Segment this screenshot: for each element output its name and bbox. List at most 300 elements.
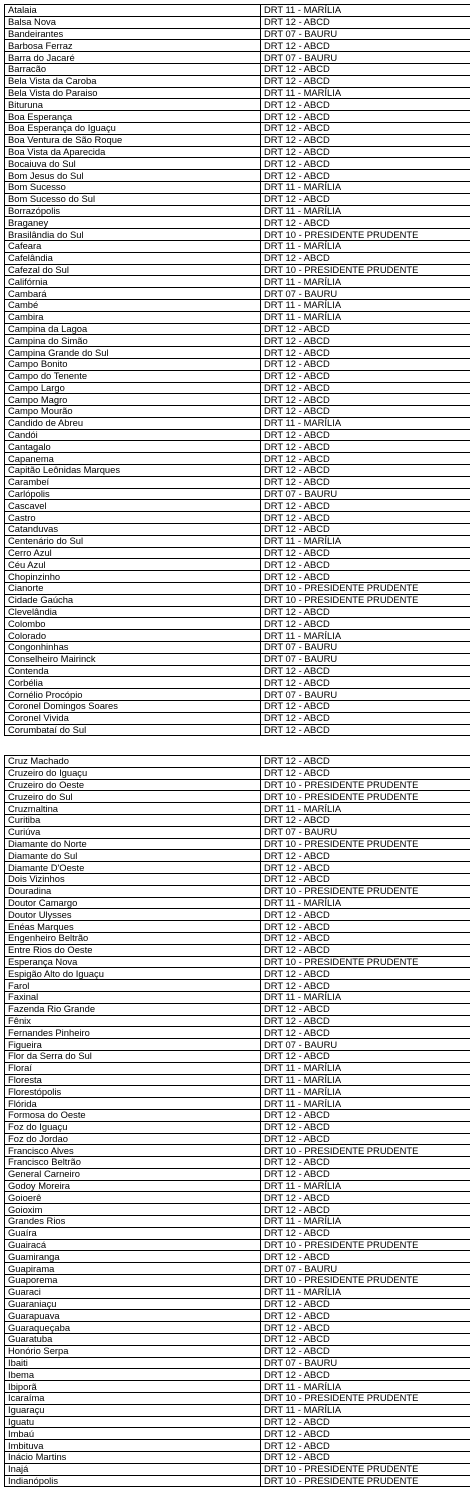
table-row: [5, 1109, 470, 1121]
drt-region-cell: DRT 12 - ABCD: [261, 1369, 470, 1381]
municipality-cell: Formosa do Oeste: [5, 1109, 261, 1121]
drt-region-cell: DRT 12 - ABCD: [261, 40, 470, 52]
table-row: [5, 476, 470, 488]
table-row: [5, 594, 470, 606]
drt-region-cell: DRT 12 - ABCD: [261, 1157, 470, 1169]
municipality-cell: Califórnia: [5, 276, 261, 288]
drt-region-cell: DRT 12 - ABCD: [261, 441, 470, 453]
municipality-cell: Faxinal: [5, 991, 261, 1003]
drt-region-cell: DRT 12 - ABCD: [261, 370, 470, 382]
table-row: [5, 441, 470, 453]
municipality-cell: Guaratuba: [5, 1334, 261, 1346]
municipality-cell: Imbituva: [5, 1440, 261, 1452]
drt-region-cell: DRT 12 - ABCD: [261, 1168, 470, 1180]
table-row: [5, 500, 470, 512]
drt-region-cell: DRT 12 - ABCD: [261, 1251, 470, 1263]
table-row: [5, 791, 470, 803]
drt-region-cell: DRT 11 - MARÍLIA: [261, 240, 470, 252]
drt-region-cell: DRT 11 - MARÍLIA: [261, 1062, 470, 1074]
municipality-cell: Carlópolis: [5, 488, 261, 500]
table-row: [5, 1475, 470, 1487]
municipality-cell: Brasilândia do Sul: [5, 229, 261, 241]
table-row: [5, 1251, 470, 1263]
drt-region-cell: DRT 12 - ABCD: [261, 850, 470, 862]
drt-region-cell: DRT 11 - MARÍLIA: [261, 5, 470, 17]
municipality-cell: Doutor Camargo: [5, 897, 261, 909]
table-body: [5, 5, 470, 736]
table-row: [5, 826, 470, 838]
drt-region-cell: DRT 12 - ABCD: [261, 134, 470, 146]
drt-region-cell: DRT 11 - MARÍLIA: [261, 311, 470, 323]
drt-region-cell: DRT 12 - ABCD: [261, 862, 470, 874]
municipality-cell: Enéas Marques: [5, 921, 261, 933]
drt-region-cell: DRT 12 - ABCD: [261, 358, 470, 370]
drt-region-cell: DRT 10 - PRESIDENTE PRUDENTE: [261, 1239, 470, 1251]
drt-region-cell: DRT 12 - ABCD: [261, 1192, 470, 1204]
drt-region-cell: DRT 11 - MARÍLIA: [261, 205, 470, 217]
drt-region-cell: DRT 12 - ABCD: [261, 75, 470, 87]
table-row: [5, 803, 470, 815]
drt-region-cell: DRT 11 - MARÍLIA: [261, 299, 470, 311]
drt-region-cell: DRT 12 - ABCD: [261, 512, 470, 524]
table-row: [5, 240, 470, 252]
drt-region-cell: DRT 11 - MARÍLIA: [261, 1180, 470, 1192]
municipality-cell: Curitiba: [5, 814, 261, 826]
table-row: [5, 134, 470, 146]
table-row: [5, 264, 470, 276]
municipality-cell: Campo Magro: [5, 394, 261, 406]
drt-region-cell: DRT 12 - ABCD: [261, 1121, 470, 1133]
municipality-cell: Barra do Jacaré: [5, 52, 261, 64]
table-row: [5, 465, 470, 477]
municipality-cell: Atalaia: [5, 5, 261, 17]
municipality-cell: Catanduvas: [5, 524, 261, 536]
table-row: [5, 1062, 470, 1074]
table-row: [5, 850, 470, 862]
table-row: [5, 1357, 470, 1369]
municipality-cell: Douradina: [5, 885, 261, 897]
municipality-cell: Guamiranga: [5, 1251, 261, 1263]
municipality-cell: Cafezal do Sul: [5, 264, 261, 276]
drt-region-cell: DRT 07 - BAURU: [261, 653, 470, 665]
municipality-cell: Dois Vizinhos: [5, 873, 261, 885]
municipality-cell: Colorado: [5, 630, 261, 642]
drt-region-cell: DRT 12 - ABCD: [261, 16, 470, 28]
table-row: [5, 524, 470, 536]
municipality-cell: Balsa Nova: [5, 16, 261, 28]
table-row: [5, 583, 470, 595]
table-row: [5, 1369, 470, 1381]
drt-region-cell: DRT 12 - ABCD: [261, 382, 470, 394]
drt-region-cell: DRT 11 - MARÍLIA: [261, 417, 470, 429]
municipality-cell: Cruzeiro do Oeste: [5, 779, 261, 791]
table-row: [5, 618, 470, 630]
municipality-cell: Cornélio Procópio: [5, 689, 261, 701]
drt-region-cell: DRT 12 - ABCD: [261, 394, 470, 406]
table-row: [5, 756, 470, 768]
table-row: [5, 382, 470, 394]
drt-region-cell: DRT 07 - BAURU: [261, 826, 470, 838]
table-row: [5, 701, 470, 713]
table-row: [5, 724, 470, 736]
table-row: [5, 217, 470, 229]
drt-region-cell: DRT 12 - ABCD: [261, 193, 470, 205]
drt-region-cell: DRT 12 - ABCD: [261, 1416, 470, 1428]
municipality-cell: Cerro Azul: [5, 547, 261, 559]
table-row: [5, 1168, 470, 1180]
table-row: [5, 311, 470, 323]
municipality-cell: Capanema: [5, 453, 261, 465]
drt-region-cell: DRT 11 - MARÍLIA: [261, 630, 470, 642]
drt-region-cell: DRT 12 - ABCD: [261, 252, 470, 264]
drt-region-cell: DRT 12 - ABCD: [261, 1027, 470, 1039]
municipality-cell: Bela Vista do Paraiso: [5, 87, 261, 99]
drt-region-cell: DRT 12 - ABCD: [261, 921, 470, 933]
municipality-cell: Chopinzinho: [5, 571, 261, 583]
municipality-cell: Cambé: [5, 299, 261, 311]
drt-region-cell: DRT 11 - MARÍLIA: [261, 1086, 470, 1098]
table-row: [5, 1298, 470, 1310]
table-row: [5, 642, 470, 654]
municipality-cell: Goioxim: [5, 1204, 261, 1216]
drt-region-cell: DRT 10 - PRESIDENTE PRUDENTE: [261, 1145, 470, 1157]
drt-region-cell: DRT 12 - ABCD: [261, 1227, 470, 1239]
drt-region-cell: DRT 12 - ABCD: [261, 1003, 470, 1015]
table-row: [5, 689, 470, 701]
drt-region-cell: DRT 11 - MARÍLIA: [261, 181, 470, 193]
table-row: [5, 1098, 470, 1110]
municipality-cell: Esperança Nova: [5, 956, 261, 968]
table-row: [5, 571, 470, 583]
table-row: [5, 1074, 470, 1086]
table-body: [5, 756, 470, 1487]
municipality-cell: Barbosa Ferraz: [5, 40, 261, 52]
table-row: [5, 252, 470, 264]
municipality-cell: Campo do Tenente: [5, 370, 261, 382]
municipality-cell: Ibaiti: [5, 1357, 261, 1369]
drt-region-cell: DRT 12 - ABCD: [261, 606, 470, 618]
table-row: [5, 111, 470, 123]
drt-region-cell: DRT 12 - ABCD: [261, 500, 470, 512]
municipality-cell: Candói: [5, 429, 261, 441]
municipality-cell: Francisco Beltrão: [5, 1157, 261, 1169]
municipality-cell: Goioerê: [5, 1192, 261, 1204]
municipality-cell: Farol: [5, 980, 261, 992]
table-row: [5, 1180, 470, 1192]
table-row: [5, 1003, 470, 1015]
table-row: [5, 288, 470, 300]
table-row: [5, 630, 470, 642]
drt-region-cell: DRT 11 - MARÍLIA: [261, 1286, 470, 1298]
municipality-cell: Iguatu: [5, 1416, 261, 1428]
drt-region-cell: DRT 11 - MARÍLIA: [261, 276, 470, 288]
table-row: [5, 1322, 470, 1334]
drt-region-cell: DRT 10 - PRESIDENTE PRUDENTE: [261, 1463, 470, 1475]
municipality-cell: Clevelândia: [5, 606, 261, 618]
drt-region-cell: DRT 07 - BAURU: [261, 488, 470, 500]
table-row: [5, 5, 470, 17]
municipality-cell: Ibiporã: [5, 1381, 261, 1393]
drt-region-cell: DRT 07 - BAURU: [261, 1039, 470, 1051]
municipality-cell: Guaíra: [5, 1227, 261, 1239]
municipality-cell: Guaraci: [5, 1286, 261, 1298]
table-row: [5, 932, 470, 944]
table-row: [5, 1015, 470, 1027]
municipality-cell: Figueira: [5, 1039, 261, 1051]
drt-region-cell: DRT 12 - ABCD: [261, 1204, 470, 1216]
table-row: [5, 1050, 470, 1062]
municipality-cell: Cruz Machado: [5, 756, 261, 768]
municipality-cell: Curiúva: [5, 826, 261, 838]
municipality-cell: Doutor Ulysses: [5, 909, 261, 921]
municipality-cell: Cruzeiro do Sul: [5, 791, 261, 803]
drt-region-cell: DRT 07 - BAURU: [261, 1357, 470, 1369]
table-row: [5, 814, 470, 826]
table-row: [5, 358, 470, 370]
drt-region-cell: DRT 10 - PRESIDENTE PRUDENTE: [261, 264, 470, 276]
drt-region-cell: DRT 12 - ABCD: [261, 476, 470, 488]
drt-region-cell: DRT 10 - PRESIDENTE PRUDENTE: [261, 885, 470, 897]
municipality-cell: Bom Sucesso do Sul: [5, 193, 261, 205]
municipality-cell: Cascavel: [5, 500, 261, 512]
drt-region-cell: DRT 11 - MARÍLIA: [261, 897, 470, 909]
table-row: [5, 28, 470, 40]
drt-region-cell: DRT 12 - ABCD: [261, 767, 470, 779]
municipality-cell: Entre Rios do Oeste: [5, 944, 261, 956]
table-row: [5, 956, 470, 968]
table-row: [5, 394, 470, 406]
table-row: [5, 921, 470, 933]
drt-region-cell: DRT 07 - BAURU: [261, 288, 470, 300]
drt-region-cell: DRT 12 - ABCD: [261, 1109, 470, 1121]
drt-region-cell: DRT 12 - ABCD: [261, 1015, 470, 1027]
municipality-cell: Boa Esperança: [5, 111, 261, 123]
municipality-cell: Foz do Jordao: [5, 1133, 261, 1145]
table-row: [5, 181, 470, 193]
municipality-cell: Cambará: [5, 288, 261, 300]
municipality-cell: Coronel Domingos Soares: [5, 701, 261, 713]
drt-region-cell: DRT 10 - PRESIDENTE PRUDENTE: [261, 956, 470, 968]
table-row: [5, 1345, 470, 1357]
drt-region-cell: DRT 10 - PRESIDENTE PRUDENTE: [261, 838, 470, 850]
drt-region-cell: DRT 12 - ABCD: [261, 756, 470, 768]
drt-region-cell: DRT 12 - ABCD: [261, 347, 470, 359]
municipality-cell: Indianópolis: [5, 1475, 261, 1487]
municipality-cell: Fernandes Pinheiro: [5, 1027, 261, 1039]
table-row: [5, 1463, 470, 1475]
municipality-cell: Guaporema: [5, 1275, 261, 1287]
table-row: [5, 1263, 470, 1275]
table-row: [5, 1393, 470, 1405]
drt-region-cell: DRT 12 - ABCD: [261, 323, 470, 335]
municipality-cell: Iguaraçu: [5, 1404, 261, 1416]
table-row: [5, 299, 470, 311]
table-row: [5, 417, 470, 429]
table-row: [5, 205, 470, 217]
drt-region-cell: DRT 10 - PRESIDENTE PRUDENTE: [261, 229, 470, 241]
municipality-cell: Ibema: [5, 1369, 261, 1381]
drt-region-cell: DRT 10 - PRESIDENTE PRUDENTE: [261, 1475, 470, 1487]
municipality-cell: Foz do Iguaçu: [5, 1121, 261, 1133]
municipality-cell: Castro: [5, 512, 261, 524]
table-row: [5, 1039, 470, 1051]
table-row: [5, 158, 470, 170]
table-row: [5, 512, 470, 524]
table-row: [5, 665, 470, 677]
drt-region-cell: DRT 12 - ABCD: [261, 158, 470, 170]
drt-region-cell: DRT 11 - MARÍLIA: [261, 1381, 470, 1393]
municipality-cell: Espigão Alto do Iguaçu: [5, 968, 261, 980]
municipality-cell: Corumbataí do Sul: [5, 724, 261, 736]
drt-region-cell: DRT 11 - MARÍLIA: [261, 1216, 470, 1228]
table-row: [5, 170, 470, 182]
table-row: [5, 453, 470, 465]
municipality-cell: Boa Vista da Aparecida: [5, 146, 261, 158]
municipality-cell: Guaraniaçu: [5, 1298, 261, 1310]
table-row: [5, 193, 470, 205]
table-row: [5, 873, 470, 885]
municipality-cell: Florestópolis: [5, 1086, 261, 1098]
drt-region-cell: DRT 12 - ABCD: [261, 980, 470, 992]
municipality-cell: Bela Vista da Caroba: [5, 75, 261, 87]
municipality-cell: Bandeirantes: [5, 28, 261, 40]
drt-region-cell: DRT 07 - BAURU: [261, 689, 470, 701]
municipality-cell: Honório Serpa: [5, 1345, 261, 1357]
municipality-cell: Congonhinhas: [5, 642, 261, 654]
drt-region-cell: DRT 12 - ABCD: [261, 99, 470, 111]
drt-region-cell: DRT 12 - ABCD: [261, 665, 470, 677]
table-row: [5, 1133, 470, 1145]
drt-region-cell: DRT 12 - ABCD: [261, 1298, 470, 1310]
drt-region-cell: DRT 12 - ABCD: [261, 1452, 470, 1464]
table-row: [5, 1157, 470, 1169]
drt-region-cell: DRT 12 - ABCD: [261, 701, 470, 713]
table-row: [5, 347, 470, 359]
municipality-cell: Barracão: [5, 63, 261, 75]
table-row: [5, 1027, 470, 1039]
table-row: [5, 712, 470, 724]
municipality-cell: Coronel Vivida: [5, 712, 261, 724]
municipality-cell: Imbaú: [5, 1428, 261, 1440]
municipality-cell: Contenda: [5, 665, 261, 677]
drt-region-cell: DRT 12 - ABCD: [261, 1440, 470, 1452]
drt-region-cell: DRT 10 - PRESIDENTE PRUDENTE: [261, 791, 470, 803]
municipality-cell: Bituruna: [5, 99, 261, 111]
municipality-table-1: [4, 4, 470, 736]
table-row: [5, 488, 470, 500]
drt-region-cell: DRT 12 - ABCD: [261, 63, 470, 75]
drt-region-cell: DRT 07 - BAURU: [261, 28, 470, 40]
municipality-cell: Bom Jesus do Sul: [5, 170, 261, 182]
municipality-cell: Guairacá: [5, 1239, 261, 1251]
drt-region-cell: DRT 12 - ABCD: [261, 814, 470, 826]
drt-region-cell: DRT 11 - MARÍLIA: [261, 991, 470, 1003]
table-row: [5, 559, 470, 571]
municipality-cell: Cianorte: [5, 583, 261, 595]
drt-region-cell: DRT 12 - ABCD: [261, 146, 470, 158]
table-row: [5, 535, 470, 547]
municipality-cell: Inácio Martins: [5, 1452, 261, 1464]
drt-region-cell: DRT 12 - ABCD: [261, 429, 470, 441]
table-row: [5, 1227, 470, 1239]
table-row: [5, 16, 470, 28]
drt-region-cell: DRT 10 - PRESIDENTE PRUDENTE: [261, 583, 470, 595]
table-row: [5, 767, 470, 779]
municipality-cell: Godoy Moreira: [5, 1180, 261, 1192]
municipality-cell: Flor da Serra do Sul: [5, 1050, 261, 1062]
table-row: [5, 40, 470, 52]
drt-region-cell: DRT 12 - ABCD: [261, 1310, 470, 1322]
drt-region-cell: DRT 12 - ABCD: [261, 968, 470, 980]
municipality-cell: Carambeí: [5, 476, 261, 488]
table-row: [5, 1216, 470, 1228]
table-row: [5, 653, 470, 665]
drt-region-cell: DRT 12 - ABCD: [261, 677, 470, 689]
table-row: [5, 909, 470, 921]
table-row: [5, 429, 470, 441]
table-row: [5, 87, 470, 99]
drt-region-cell: DRT 10 - PRESIDENTE PRUDENTE: [261, 594, 470, 606]
drt-region-cell: DRT 12 - ABCD: [261, 932, 470, 944]
drt-region-cell: DRT 12 - ABCD: [261, 873, 470, 885]
drt-region-cell: DRT 11 - MARÍLIA: [261, 803, 470, 815]
table-row: [5, 63, 470, 75]
municipality-cell: Borrazópolis: [5, 205, 261, 217]
table-row: [5, 276, 470, 288]
drt-region-cell: DRT 12 - ABCD: [261, 453, 470, 465]
municipality-cell: Braganey: [5, 217, 261, 229]
drt-region-cell: DRT 12 - ABCD: [261, 547, 470, 559]
municipality-cell: Céu Azul: [5, 559, 261, 571]
drt-region-cell: DRT 12 - ABCD: [261, 712, 470, 724]
drt-region-cell: DRT 12 - ABCD: [261, 406, 470, 418]
drt-region-cell: DRT 12 - ABCD: [261, 111, 470, 123]
table-row: [5, 1086, 470, 1098]
table-row: [5, 229, 470, 241]
drt-region-cell: DRT 12 - ABCD: [261, 724, 470, 736]
table-row: [5, 406, 470, 418]
municipality-cell: Bocaiuva do Sul: [5, 158, 261, 170]
table-row: [5, 1239, 470, 1251]
municipality-cell: Cafeara: [5, 240, 261, 252]
municipality-cell: Campo Mourão: [5, 406, 261, 418]
drt-region-cell: DRT 12 - ABCD: [261, 944, 470, 956]
table-row: [5, 99, 470, 111]
drt-region-cell: DRT 11 - MARÍLIA: [261, 1098, 470, 1110]
municipality-cell: Engenheiro Beltrão: [5, 932, 261, 944]
table-row: [5, 968, 470, 980]
municipality-cell: Bom Sucesso: [5, 181, 261, 193]
municipality-cell: Diamante D'Oeste: [5, 862, 261, 874]
table-row: [5, 1381, 470, 1393]
table-row: [5, 606, 470, 618]
table-row: [5, 1310, 470, 1322]
drt-region-cell: DRT 12 - ABCD: [261, 217, 470, 229]
municipality-cell: Campina do Simão: [5, 335, 261, 347]
table-row: [5, 944, 470, 956]
municipality-cell: Cafelândia: [5, 252, 261, 264]
municipality-cell: Candido de Abreu: [5, 417, 261, 429]
table-row: [5, 323, 470, 335]
municipality-cell: Diamante do Norte: [5, 838, 261, 850]
drt-region-cell: DRT 07 - BAURU: [261, 1263, 470, 1275]
drt-region-cell: DRT 10 - PRESIDENTE PRUDENTE: [261, 1275, 470, 1287]
table-row: [5, 547, 470, 559]
table-row: [5, 980, 470, 992]
drt-region-cell: DRT 11 - MARÍLIA: [261, 1404, 470, 1416]
municipality-cell: Boa Esperança do Iguaçu: [5, 122, 261, 134]
table-row: [5, 146, 470, 158]
